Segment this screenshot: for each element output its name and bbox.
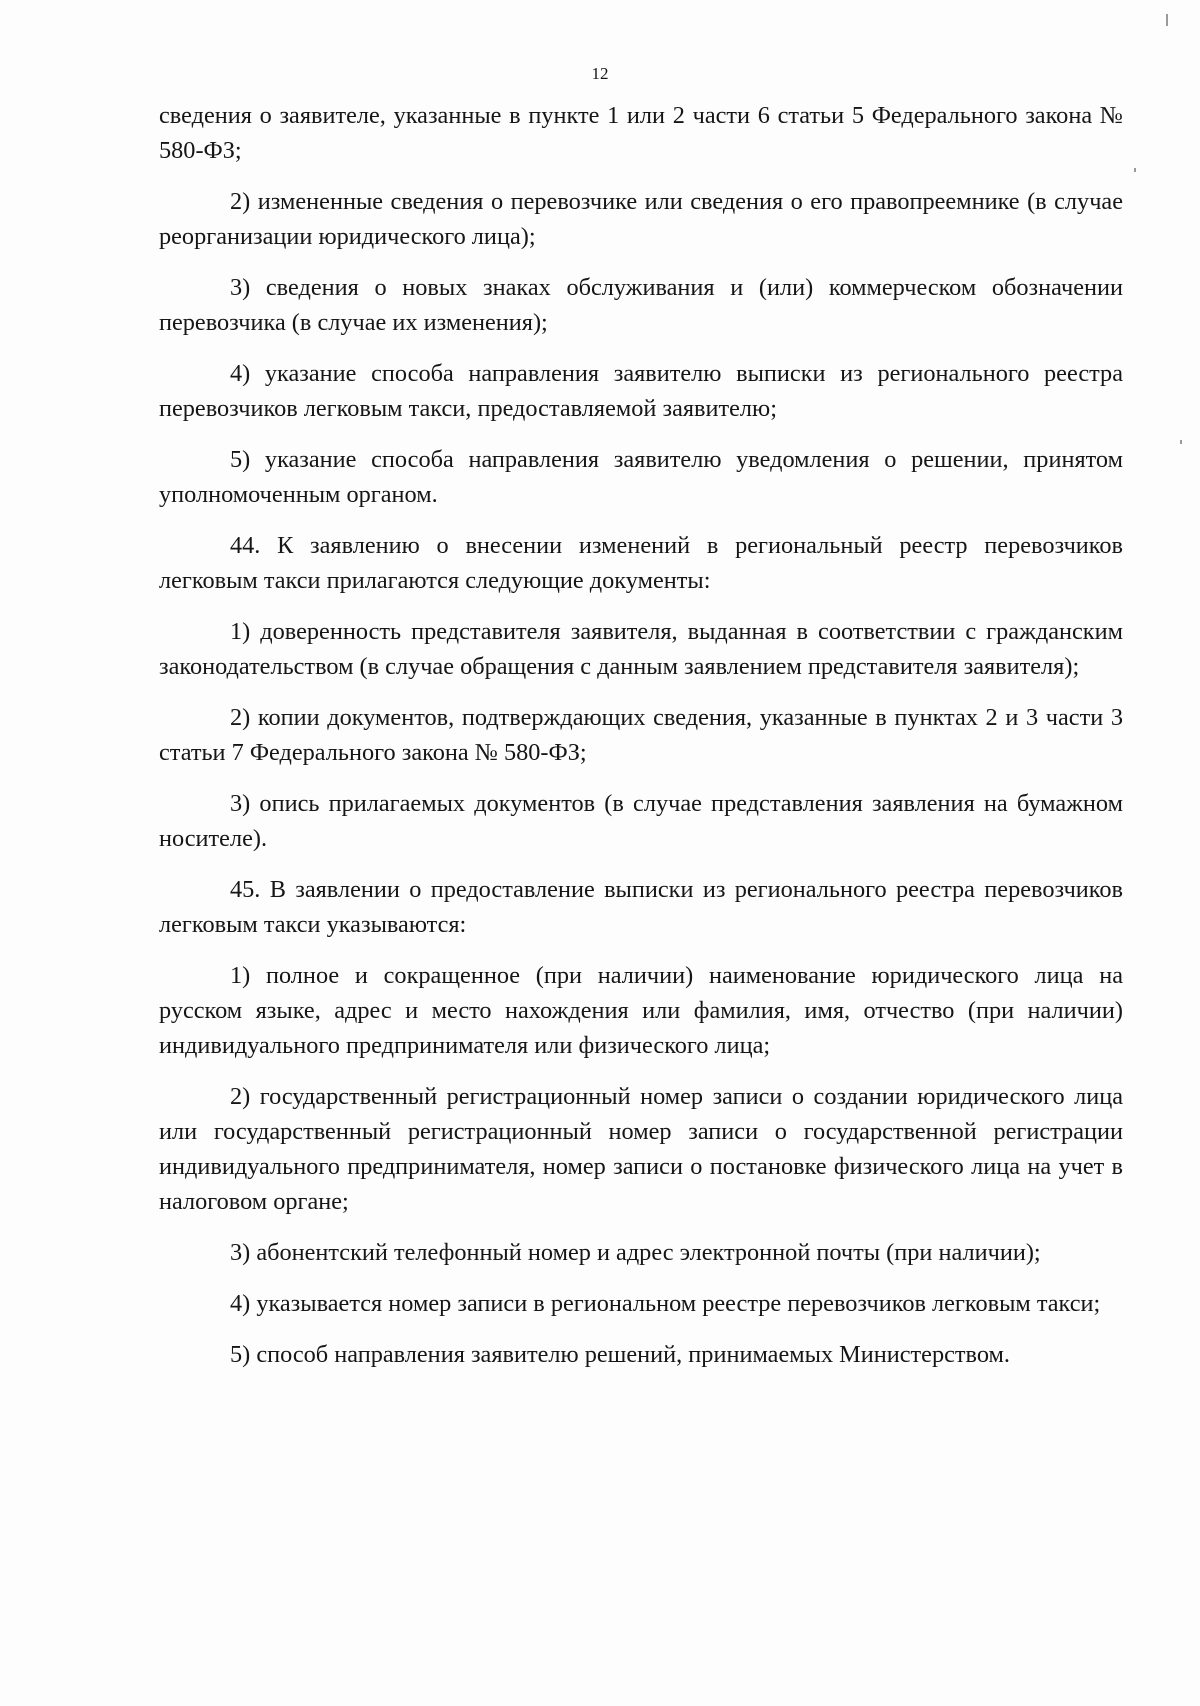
list-item-document-inventory: 3) опись прилагаемых документов (в случае представления заявления на бумажном носителе).	[159, 790, 1123, 852]
clause-45: 45. В заявлении о предоставление выписки из регионального реестра перевозчиков легковым такси указываются:	[159, 876, 1123, 938]
scan-speck	[1134, 168, 1136, 172]
list-item-full-name: 1) полное и сокращенное (при наличии) наименование юридического лица на русском языке, адрес и место нахождения или фамилия, имя, отчество (при наличии) индивидуального предпринимателя или физического лица;	[159, 962, 1123, 1059]
list-item-registry-entry-number: 4) указывается номер записи в региональном реестре перевозчиков легковым такси;	[230, 1290, 1101, 1317]
clause-44: 44. К заявлению о внесении изменений в региональный реестр перевозчиков легковым такси прилагаются следующие документы:	[159, 532, 1123, 594]
list-item-decision-delivery-method: 5) способ направления заявителю решений, принимаемых Министерством.	[230, 1341, 1010, 1368]
list-item-service-marks: 3) сведения о новых знаках обслуживания и (или) коммерческом обозначении перевозчика (в случае их изменения);	[159, 274, 1123, 336]
document-body	[159, 98, 1123, 1388]
paragraph-continuation: сведения о заявителе, указанные в пункте 1 или 2 части 6 статьи 5 Федерального закона № 580-ФЗ;	[159, 102, 1123, 164]
list-item-notification-delivery-method: 5) указание способа направления заявителю уведомления о решении, принятом уполномоченным органом.	[159, 446, 1123, 508]
list-item-extract-delivery-method: 4) указание способа направления заявителю выписки из регионального реестра перевозчиков легковым такси, предоставляемой заявителю;	[159, 360, 1123, 422]
scan-speck	[1180, 440, 1182, 444]
list-item-registration-number: 2) государственный регистрационный номер записи о создании юридического лица или государственный регистрационный номер записи о государственной регистрации индивидуального предпринимателя, номер записи о постановке физического лица на учет в налоговом органе;	[159, 1083, 1123, 1215]
list-item-phone-email: 3) абонентский телефонный номер и адрес электронной почты (при наличии);	[230, 1239, 1041, 1266]
scan-speck	[1166, 14, 1168, 26]
list-item-document-copies: 2) копии документов, подтверждающих сведения, указанные в пунктах 2 и 3 части 3 статьи 7 Федерального закона № 580-ФЗ;	[159, 704, 1123, 766]
list-item-changed-carrier-info: 2) измененные сведения о перевозчике или сведения о его правопреемнике (в случае реорганизации юридического лица);	[159, 188, 1123, 250]
list-item-power-of-attorney: 1) доверенность представителя заявителя, выданная в соответствии с гражданским законодательством (в случае обращения с данным заявлением представителя заявителя);	[159, 618, 1123, 680]
page-number: 12	[591, 64, 609, 83]
